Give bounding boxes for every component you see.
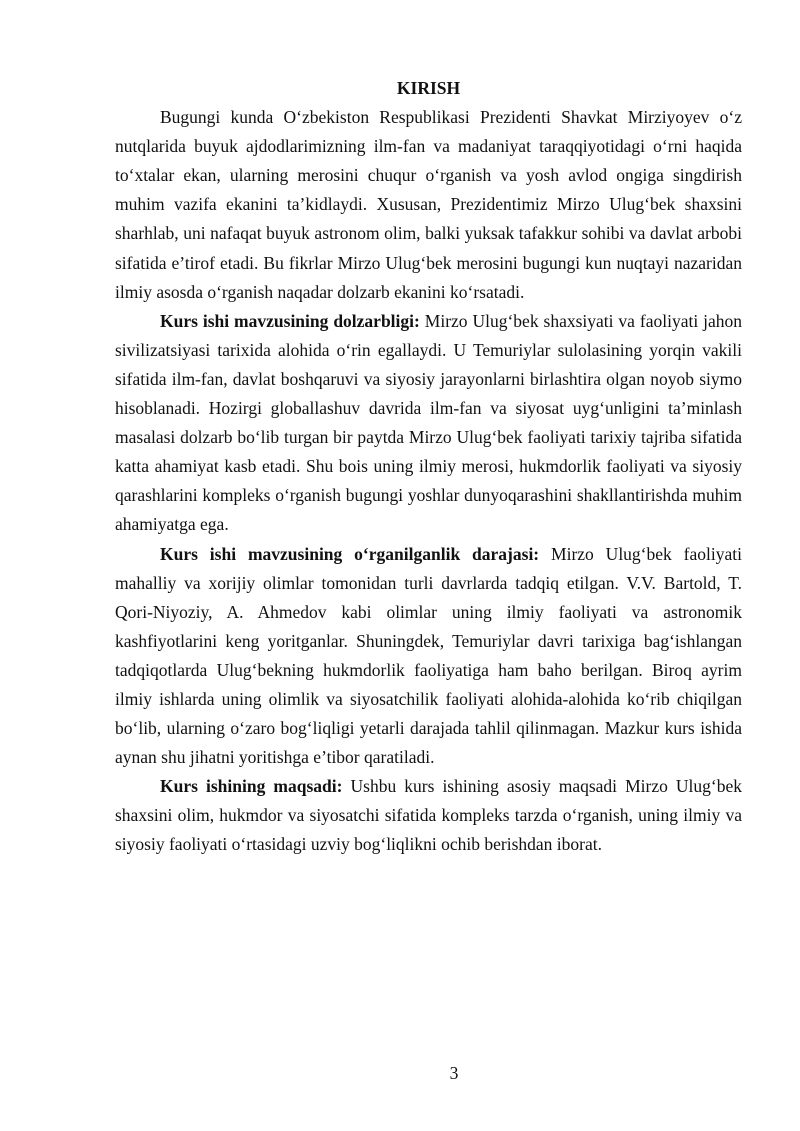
paragraph-lead: Kurs ishi mavzusining o‘rganilganlik darajasi: xyxy=(160,543,540,564)
paragraph-lead: Kurs ishining maqsadi: xyxy=(160,776,343,797)
document-page xyxy=(115,74,742,860)
paragraph-introduction xyxy=(115,103,742,307)
paragraph-lead: Kurs ishi mavzusining dolzarbligi: xyxy=(160,310,420,331)
paragraph-text: Bugungi kunda O‘zbekiston Respublikasi Prezidenti Shavkat Mirziyoyev o‘z nutqlarida buyuk ajdodlarimizning ilm-fan va madaniyat taraqqiyotidagi o‘rni haqida to‘xtalar ekan, ularning merosini chuqur o‘rganish va yosh avlod ongiga singdirish muhim vazifa ekanini ta’kidlaydi. Xususan, Prezidentimiz Mirzo Ulug‘bek shaxsini sharhlab, uni nafaqat buyuk astronom olim, balki yuksak tafakkur sohibi va davlat arbobi sifatida e’tirof etadi. Bu fikrlar Mirzo Ulug‘bek merosini bugungi kun nuqtayi nazaridan ilmiy asosda o‘rganish naqadar dolzarb ekanini ko‘rsatadi. xyxy=(115,107,742,302)
section-title: KIRISH xyxy=(396,78,461,98)
paragraph-text: Ushbu kurs ishining asosiy maqsadi Mirzo Ulug‘bek shaxsini olim, hukmdor va siyosatchi sifatida kompleks tarzda o‘rganish, uning ilmiy va siyosiy faoliyati o‘rtasidagi uzviy bog‘liqlikni ochib berishdan iborat. xyxy=(115,776,743,855)
paragraph-goal xyxy=(115,772,742,859)
paragraph-text: Mirzo Ulug‘bek shaxsiyati va faoliyati jahon sivilizatsiyasi tarixida alohida o‘rin egallaydi. U Temuriylar sulolasining yorqin vakili sifatida ilm-fan, davlat boshqaruvi va siyosiy jarayonlarni birlashtira olgan noyob siymo hisoblanadi. Hozirgi globallashuv davrida ilm-fan va siyosat uyg‘unligini ta’minlash masalasi dolzarb bo‘lib turgan bir paytda Mirzo Ulug‘bek faoliyati tarixiy tajriba sifatida katta ahamiyat kasb etadi. Shu bois uning ilmiy merosi, hukmdorlik faoliyati va siyosiy qarashlarini kompleks o‘rganish bugungi yoshlar dunyoqarashini shakllantirishda muhim ahamiyatga ega. xyxy=(115,310,742,535)
paragraph-relevance xyxy=(115,307,742,540)
paragraph-text: Mirzo Ulug‘bek faoliyati mahalliy va xorijiy olimlar tomonidan turli davrlarda tadqiq etilgan. V.V. Bartold, T. Qori-Niyoziy, A. Ahmedov kabi olimlar uning ilmiy faoliyati va astronomik kashfiyotlarini keng yoritganlar. Shuningdek, Temuriylar davri tarixiga bag‘ishlangan tadqiqotlarda Ulug‘bekning hukmdorlik faoliyatiga ham baho berilgan. Biroq ayrim ilmiy ishlarda uning olimlik va siyosatchilik faoliyati alohida-alohida ko‘rib chiqilgan bo‘lib, ularning o‘zaro bog‘liqligi yetarli darajada tahlil qilinmagan. Mazkur kurs ishida aynan shu jihatni yoritishga e’tibor qaratiladi. xyxy=(115,543,742,768)
page-number: 3 xyxy=(449,1063,459,1083)
paragraph-study-level xyxy=(115,540,742,773)
